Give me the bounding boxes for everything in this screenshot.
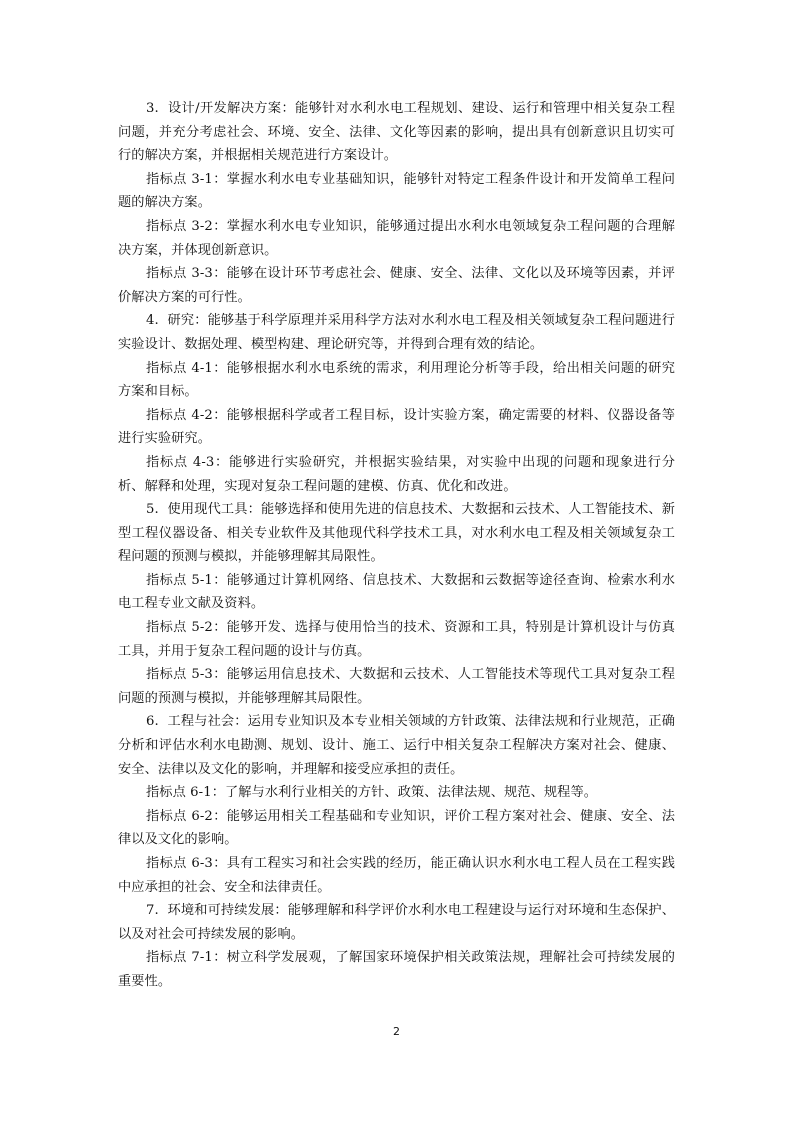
- paragraph-indicator-3-2: 指标点 3-2：掌握水利水电专业知识，能够通过提出水利水电领域复杂工程问题的合理解决方案，并体现创新意识。: [118, 218, 675, 258]
- paragraph-indicator-5-1: 指标点 5-1：能够通过计算机网络、信息技术、大数据和云数据等途径查询、检索水利水电工程专业文献及资料。: [118, 572, 675, 612]
- paragraph-indicator-7-1: 指标点 7-1：树立科学发展观，了解国家环境保护相关政策法规，理解社会可持续发展的重要性。: [118, 950, 675, 989]
- paragraph-indicator-6-2: 指标点 6-2：能够运用相关工程基础和专业知识，评价工程方案对社会、健康、安全、法律以及文化的影响。: [118, 808, 675, 848]
- document-body: [118, 97, 675, 994]
- paragraph-req-3: 3. 设计/开发解决方案：能够针对水利水电工程规划、建设、运行和管理中相关复杂工程问题，并充分考虑社会、环境、安全、法律、文化等因素的影响，提出具有创新意识且切实可行的解决方案，并根据相关规范进行方案设计。: [118, 101, 675, 164]
- paragraph-req-5: 5. 使用现代工具：能够选择和使用先进的信息技术、大数据和云技术、人工智能技术、新型工程仪器设备、相关专业软件及其他现代科学技术工具，对水利水电工程及相关领域复杂工程问题的预测与模拟，并能够理解其局限性。: [118, 502, 675, 565]
- paragraph-indicator-4-3: 指标点 4-3：能够进行实验研究，并根据实验结果，对实验中出现的问题和现象进行分析、解释和处理，实现对复杂工程问题的建模、仿真、优化和改进。: [118, 454, 675, 494]
- paragraph-indicator-5-2: 指标点 5-2：能够开发、选择与使用恰当的技术、资源和工具，特别是计算机设计与仿真工具，并用于复杂工程问题的设计与仿真。: [118, 620, 675, 659]
- paragraph-req-4: 4. 研究：能够基于科学原理并采用科学方法对水利水电工程及相关领域复杂工程问题进行实验设计、数据处理、模型构建、理论研究等，并得到合理有效的结论。: [118, 313, 675, 352]
- paragraph-indicator-4-1: 指标点 4-1：能够根据水利水电系统的需求，利用理论分析等手段，给出相关问题的研究方案和目标。: [118, 360, 675, 400]
- paragraph-indicator-6-3: 指标点 6-3：具有工程实习和社会实践的经历，能正确认识水利水电工程人员在工程实践中应承担的社会、安全和法律责任。: [118, 856, 675, 895]
- page-number: 2: [393, 1025, 400, 1038]
- paragraph-indicator-5-3: 指标点 5-3：能够运用信息技术、大数据和云技术、人工智能技术等现代工具对复杂工程问题的预测与模拟，并能够理解其局限性。: [118, 667, 675, 706]
- paragraph-req-6: 6. 工程与社会：运用专业知识及本专业相关领域的方针政策、法律法规和行业规范，正确分析和评估水利水电勘测、规划、设计、施工、运行中相关复杂工程解决方案对社会、健康、安全、法律以及文化的影响，并理解和接受应承担的责任。: [118, 714, 675, 777]
- paragraph-indicator-6-1: 指标点 6-1：了解与水利行业相关的方针、政策、法律法规、规范、规程等。: [146, 785, 598, 801]
- paragraph-indicator-4-2: 指标点 4-2：能够根据科学或者工程目标，设计实验方案，确定需要的材料、仪器设备等进行实验研究。: [118, 407, 675, 447]
- paragraph-req-7: 7. 环境和可持续发展：能够理解和科学评价水利水电工程建设与运行对环境和生态保护、以及对社会可持续发展的影响。: [118, 903, 675, 942]
- paragraph-indicator-3-1: 指标点 3-1：掌握水利水电专业基础知识，能够针对特定工程条件设计和开发简单工程问题的解决方案。: [118, 171, 675, 211]
- paragraph-indicator-3-3: 指标点 3-3：能够在设计环节考虑社会、健康、安全、法律、文化以及环境等因素，并评价解决方案的可行性。: [118, 266, 675, 305]
